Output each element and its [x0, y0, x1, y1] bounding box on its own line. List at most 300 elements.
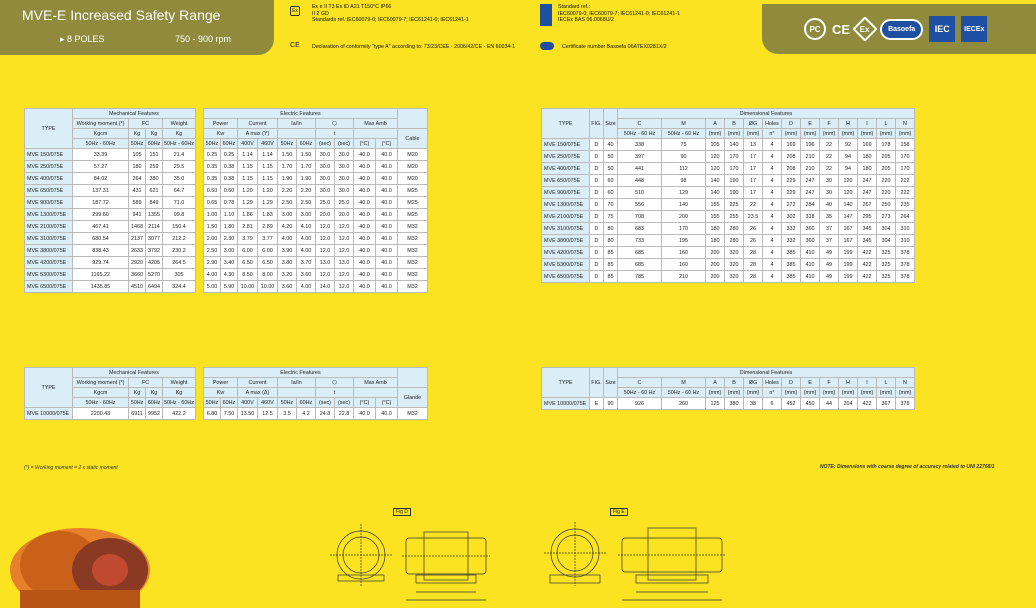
table-cell: 170 — [725, 151, 744, 163]
table-cell: 199 — [839, 271, 858, 283]
table-cell: 247 — [801, 175, 820, 187]
col-3: B — [725, 119, 744, 129]
table-cell: 4.00 — [277, 233, 296, 245]
table-cell: 170 — [725, 163, 744, 175]
col-unit: (mm) — [782, 388, 801, 398]
col-sec: (sec) — [334, 139, 353, 149]
col-12: N — [896, 378, 915, 388]
dimensional-table — [541, 108, 915, 283]
table-cell: 410 — [801, 259, 820, 271]
table-cell: 22 — [820, 151, 839, 163]
table-cell: 12.0 — [315, 245, 334, 257]
table-cell: 4 — [763, 271, 782, 283]
type-header: TYPE — [542, 109, 590, 139]
col-50: 50Hz — [129, 139, 146, 149]
table-cell: 273 — [877, 211, 896, 223]
col-12: N — [896, 119, 915, 129]
table-cell: 838.43 — [73, 245, 129, 257]
table-cell: 3.20 — [277, 269, 296, 281]
right-table-wrap — [541, 108, 915, 283]
table-cell: 25.0 — [315, 197, 334, 209]
table-cell: 40.0 — [375, 408, 397, 420]
table-cell: 3.40 — [220, 257, 237, 269]
table-cell: 94 — [839, 151, 858, 163]
table-cell: 4.30 — [220, 269, 237, 281]
table-cell: 360 — [801, 235, 820, 247]
table-cell: 99.8 — [163, 209, 196, 221]
table-cell: 1.10 — [220, 209, 237, 221]
table-cell: 17 — [744, 163, 763, 175]
table-cell: 85 — [604, 247, 618, 259]
table-cell: 220 — [877, 175, 896, 187]
table-cell: 264.5 — [163, 257, 196, 269]
table-row — [542, 247, 915, 259]
col-sec: (sec) — [334, 398, 353, 408]
dimensional-table-2 — [541, 367, 915, 410]
table-cell: 40.0 — [375, 209, 397, 221]
poles-label: ▸ 8 POLES — [60, 34, 105, 44]
table-cell: 5.00 — [203, 281, 220, 293]
table-cell: 2.00 — [203, 233, 220, 245]
table-cell: 12.0 — [334, 233, 353, 245]
table-cell: M32 — [397, 269, 427, 281]
table-cell: 125 — [706, 398, 725, 410]
table-cell: 40.0 — [353, 269, 375, 281]
table-row — [25, 245, 428, 257]
table-cell: 325 — [877, 271, 896, 283]
table-cell: 98 — [662, 175, 706, 187]
table-cell: 4 — [763, 163, 782, 175]
table-cell: 40 — [820, 199, 839, 211]
table-cell: 1.90 — [277, 173, 296, 185]
table-cell: 3.60 — [296, 269, 315, 281]
table-cell: 422 — [858, 259, 877, 271]
col-60: 60Hz — [146, 398, 163, 408]
table-cell: 26 — [744, 223, 763, 235]
table-cell: 320 — [725, 247, 744, 259]
table-cell: 40.0 — [353, 245, 375, 257]
table-cell: 199 — [839, 259, 858, 271]
table-cell: 3792 — [146, 245, 163, 257]
table-cell: 40.0 — [353, 173, 375, 185]
table-cell: 410 — [801, 271, 820, 283]
col-ex: ⬡ — [315, 119, 353, 129]
col-kg: Kg — [163, 129, 196, 139]
table-cell: 40.0 — [375, 161, 397, 173]
table-cell: 167 — [839, 223, 858, 235]
table-cell: 85 — [604, 259, 618, 271]
cert-declaration: Declaration of conformity "type A" according to: 73/23/CEE - 2006/42/CE - EN 60034-1 — [312, 44, 516, 50]
table-cell: 2.20 — [296, 185, 315, 197]
col-50: 50Hz — [203, 139, 220, 149]
col-unit: (mm) — [896, 129, 915, 139]
cert-line: Standards ref.:IEC60079-0; IEC60079-7; IEC61241-0; IEC61241-1 — [312, 17, 469, 24]
col-unit: (mm) — [801, 129, 820, 139]
col-unit: (mm) — [858, 388, 877, 398]
table-cell: 1.14 — [257, 149, 277, 161]
table-cell: 385 — [782, 271, 801, 283]
table-cell: 1435.85 — [73, 281, 129, 293]
table-cell: M25 — [397, 185, 427, 197]
table-cell: 3077 — [146, 233, 163, 245]
col-c: (°C) — [353, 398, 375, 408]
table-cell: 12.0 — [334, 269, 353, 281]
table-cell: 30 — [820, 175, 839, 187]
table-cell: 158 — [896, 139, 915, 151]
iec-logo: IEC — [929, 16, 955, 42]
col-60: 60Hz — [296, 139, 315, 149]
table-cell: 200 — [706, 271, 725, 283]
ce-icon: CE — [290, 42, 300, 49]
table-cell: 1.50 — [277, 149, 296, 161]
table-cell: 24.8 — [315, 408, 334, 420]
table-cell: 2.81 — [237, 221, 257, 233]
table-cell: 180 — [706, 223, 725, 235]
table-cell: 80 — [604, 223, 618, 235]
table-row — [25, 161, 428, 173]
col-te: t — [315, 129, 353, 139]
table-cell: 3.79 — [237, 233, 257, 245]
table-cell: 13 — [744, 139, 763, 151]
table-cell: D — [590, 247, 604, 259]
table-cell: D — [590, 259, 604, 271]
cert-line: Ex e II T3 Ex tD A21 T150°C IP66 — [312, 4, 392, 10]
table-cell: D — [590, 163, 604, 175]
table-cell: 332 — [782, 223, 801, 235]
col-7: E — [801, 378, 820, 388]
col-6: D — [782, 119, 801, 129]
table-cell: 40.0 — [353, 185, 375, 197]
table-cell: 378 — [896, 247, 915, 259]
table-cell: 50 — [604, 151, 618, 163]
table-cell: 1.50 — [296, 149, 315, 161]
table-cell: 75 — [662, 139, 706, 151]
table-cell: 80 — [604, 235, 618, 247]
table-cell: 4.00 — [296, 245, 315, 257]
table-cell: 17 — [744, 151, 763, 163]
table-cell: 4.00 — [296, 233, 315, 245]
col-10: I — [858, 378, 877, 388]
table-cell: 3.80 — [277, 257, 296, 269]
table-cell: 1.83 — [257, 209, 277, 221]
table-cell: 304 — [877, 223, 896, 235]
fig-e-drawing — [540, 520, 730, 606]
table-cell: 247 — [801, 187, 820, 199]
table-row — [542, 163, 915, 175]
table-cell: 29.5 — [163, 161, 196, 173]
col-1: M — [662, 119, 706, 129]
col-amax: A max (Y) — [237, 129, 277, 139]
table-cell: 40.0 — [375, 233, 397, 245]
col-0: C — [618, 378, 662, 388]
table-cell: 0.25 — [203, 149, 220, 161]
type-cell: MVE 5300/075E — [542, 259, 590, 271]
col-unit: (mm) — [820, 388, 839, 398]
col-460: 460V — [257, 139, 277, 149]
table-cell: 40.0 — [375, 185, 397, 197]
table-cell: 222 — [896, 175, 915, 187]
table-cell: 3660 — [129, 269, 146, 281]
table-cell: 190 — [725, 187, 744, 199]
table-cell: 44 — [820, 398, 839, 410]
table-cell: 6.50 — [237, 257, 257, 269]
col-unit: (mm) — [877, 388, 896, 398]
table-cell: 4205 — [146, 257, 163, 269]
col-11: L — [877, 378, 896, 388]
table-cell: 105 — [706, 139, 725, 151]
col-60: 60Hz — [220, 398, 237, 408]
table-cell: D — [590, 223, 604, 235]
footnote: (*) = Working moment = 2 x static moment — [24, 465, 118, 471]
table-row — [25, 257, 428, 269]
table-cell: 299.60 — [73, 209, 129, 221]
table-cell: 210 — [801, 151, 820, 163]
col-unit: 50Hz - 60 Hz — [618, 388, 662, 398]
col-kg: Kg — [129, 129, 146, 139]
type-cell: MVE 1300/075E — [25, 209, 73, 221]
table-cell: 448 — [618, 175, 662, 187]
table-cell: 0.50 — [203, 185, 220, 197]
table-cell: 49 — [820, 259, 839, 271]
table-cell: 40.0 — [375, 173, 397, 185]
table-cell: 180 — [858, 151, 877, 163]
table-row — [25, 408, 428, 420]
table-cell: 3.60 — [277, 281, 296, 293]
table-cell: M32 — [397, 233, 427, 245]
col-50: 50Hz — [277, 398, 296, 408]
table-cell: M20 — [397, 161, 427, 173]
table-cell: 5.90 — [220, 281, 237, 293]
col-60: 60Hz — [220, 139, 237, 149]
table-cell: 685 — [618, 247, 662, 259]
col-8: F — [820, 378, 839, 388]
table-cell: 1355 — [146, 209, 163, 221]
table-cell: 120 — [839, 175, 858, 187]
table-row — [542, 235, 915, 247]
table-cell: 22 — [820, 139, 839, 151]
poles-text: 8 POLES — [67, 34, 105, 44]
table-cell: 4 — [763, 247, 782, 259]
table-cell: 150.4 — [163, 221, 196, 233]
type-cell: MVE 900/075E — [25, 197, 73, 209]
table-cell: 338 — [618, 139, 662, 151]
table-cell: 378 — [896, 271, 915, 283]
table-cell: 680.54 — [73, 233, 129, 245]
table-cell: 1.00 — [203, 209, 220, 221]
table-cell: 40.0 — [375, 149, 397, 161]
col-4: ØG — [744, 378, 763, 388]
table-cell: 431 — [129, 185, 146, 197]
table-cell: 264 — [896, 211, 915, 223]
table-cell: 422 — [858, 398, 877, 410]
table-cell: 6.00 — [237, 245, 257, 257]
table-cell: 4 — [763, 139, 782, 151]
table-cell: 40.0 — [375, 197, 397, 209]
table-cell: D — [590, 175, 604, 187]
table-cell: 2920 — [129, 257, 146, 269]
table-cell: 4 — [763, 223, 782, 235]
table-cell: 10.00 — [237, 281, 257, 293]
col-unit: n° — [763, 388, 782, 398]
table-cell: 20.0 — [315, 209, 334, 221]
table-cell: M20 — [397, 173, 427, 185]
table-cell: 25.0 — [334, 197, 353, 209]
col-iain: Ia/In — [277, 119, 315, 129]
table-cell: 205 — [877, 163, 896, 175]
table-cell: 6 — [763, 398, 782, 410]
col-1: M — [662, 378, 706, 388]
table-cell: 196 — [801, 139, 820, 151]
table-cell: 204 — [839, 398, 858, 410]
table-cell: 267 — [858, 199, 877, 211]
table-cell: 40.0 — [353, 197, 375, 209]
col-3: B — [725, 378, 744, 388]
table-cell: 40.0 — [353, 209, 375, 221]
col-50: 50Hz — [203, 398, 220, 408]
table-cell: 0.38 — [220, 161, 237, 173]
table-cell: 280 — [725, 223, 744, 235]
iecex-logo: IECEx — [961, 16, 987, 42]
table-cell: 12.0 — [334, 245, 353, 257]
table-cell: 0.60 — [220, 185, 237, 197]
table-row — [25, 185, 428, 197]
col-power: Power — [203, 378, 237, 388]
col-7: E — [801, 119, 820, 129]
type-cell: MVE 150/075E — [542, 139, 590, 151]
col-unit: (mm) — [706, 129, 725, 139]
table-row — [25, 221, 428, 233]
type-cell: MVE 4200/075E — [542, 247, 590, 259]
col-kg: Kg — [129, 388, 146, 398]
table-cell: 155 — [706, 211, 725, 223]
table-cell: 1.70 — [277, 161, 296, 173]
table-cell: 140 — [706, 175, 725, 187]
table-cell: 14.0 — [315, 281, 334, 293]
col-maxamb: Max Amb — [353, 378, 397, 388]
col-hz: 50Hz - 60Hz — [164, 140, 194, 147]
table-cell: 0.35 — [203, 161, 220, 173]
table-cell: 90 — [604, 398, 618, 410]
type-header: TYPE — [25, 109, 73, 149]
table-cell: 64.7 — [163, 185, 196, 197]
col-unit: (mm) — [839, 388, 858, 398]
table-cell: 332 — [782, 235, 801, 247]
cert-line: IECEx BAS 06.0068U/2 — [558, 17, 614, 24]
table-cell: 40.0 — [375, 221, 397, 233]
table-cell: 9952 — [146, 408, 163, 420]
table-row — [542, 199, 915, 211]
table-cell: 1.70 — [296, 161, 315, 173]
table-cell: 12.0 — [315, 233, 334, 245]
table-cell: 1.29 — [257, 197, 277, 209]
table-cell: 385 — [782, 259, 801, 271]
table-cell: 30.0 — [315, 173, 334, 185]
table-cell: M32 — [397, 257, 427, 269]
table-cell: 318 — [801, 211, 820, 223]
table-cell: 849 — [146, 197, 163, 209]
cert-left-block — [312, 4, 512, 24]
mech-title: Mechanical Features — [73, 109, 196, 119]
col-unit: (mm) — [706, 388, 725, 398]
type-cell: MVE 2100/075E — [25, 221, 73, 233]
col-sec: (sec) — [315, 398, 334, 408]
table-cell: 1.15 — [237, 161, 257, 173]
table-cell: 160 — [662, 259, 706, 271]
table-row — [542, 187, 915, 199]
table-cell: 4 — [763, 175, 782, 187]
header-bar — [0, 0, 274, 55]
table-cell: 345 — [858, 223, 877, 235]
table-cell: 190 — [725, 175, 744, 187]
type-cell: MVE 3800/075E — [542, 235, 590, 247]
table-cell: 208 — [782, 163, 801, 175]
type-cell: MVE 2100/075E — [542, 211, 590, 223]
col-4: ØG — [744, 119, 763, 129]
iec-mini-icon — [540, 4, 552, 26]
fig-e-label: Fig E — [610, 508, 628, 516]
table-cell: 733 — [618, 235, 662, 247]
col-iain: Ia/In — [277, 378, 315, 388]
fig-d-label: Fig D — [393, 508, 411, 516]
table-cell: 21.4 — [163, 149, 196, 161]
type-cell: MVE 250/075E — [25, 161, 73, 173]
elec-title: Electric Features — [203, 109, 397, 119]
col-unit: (mm) — [839, 129, 858, 139]
table-cell: 137.31 — [73, 185, 129, 197]
table-cell: 410 — [801, 247, 820, 259]
table-cell: 92 — [839, 139, 858, 151]
table-cell: 30.0 — [334, 149, 353, 161]
col-kgcm: Kgcm — [73, 388, 129, 398]
type-cell: MVE 400/075E — [25, 173, 73, 185]
col-unit: 50Hz - 60 Hz — [662, 129, 706, 139]
table-cell: 167 — [839, 235, 858, 247]
table-cell: 30.0 — [315, 149, 334, 161]
col-weight: Weight — [163, 378, 196, 388]
table-cell: 120 — [706, 163, 725, 175]
cert-line: II 2 GD — [312, 10, 329, 17]
table-row — [542, 271, 915, 283]
table-cell: 180 — [858, 163, 877, 175]
col-9: H — [839, 378, 858, 388]
table-row — [25, 233, 428, 245]
table-cell: 38 — [744, 398, 763, 410]
col-amax: A max (Δ) — [237, 388, 277, 398]
table-cell: 225 — [725, 199, 744, 211]
table-cell: M25 — [397, 209, 427, 221]
table-cell: 3.90 — [277, 245, 296, 257]
table-cell: 320 — [725, 259, 744, 271]
table-cell: 3.00 — [277, 209, 296, 221]
col-0: C — [618, 119, 662, 129]
table-cell: 0.35 — [203, 173, 220, 185]
cert-line: Standard ref.: — [558, 4, 591, 10]
table-cell: 6494 — [146, 281, 163, 293]
table-cell: 510 — [618, 187, 662, 199]
table-cell: 33.39 — [73, 149, 129, 161]
table-cell: 30.0 — [315, 185, 334, 197]
col-unit: (mm) — [858, 129, 877, 139]
table-cell: 1165.22 — [73, 269, 129, 281]
table-cell: 71.0 — [163, 197, 196, 209]
table-cell: 3.70 — [296, 257, 315, 269]
type-cell: MVE 250/075E — [542, 151, 590, 163]
table-cell: 247 — [858, 175, 877, 187]
table-cell: 1.15 — [257, 173, 277, 185]
col-kg: Kg — [146, 129, 163, 139]
table-cell: 380 — [725, 398, 744, 410]
table-cell: 85 — [604, 271, 618, 283]
